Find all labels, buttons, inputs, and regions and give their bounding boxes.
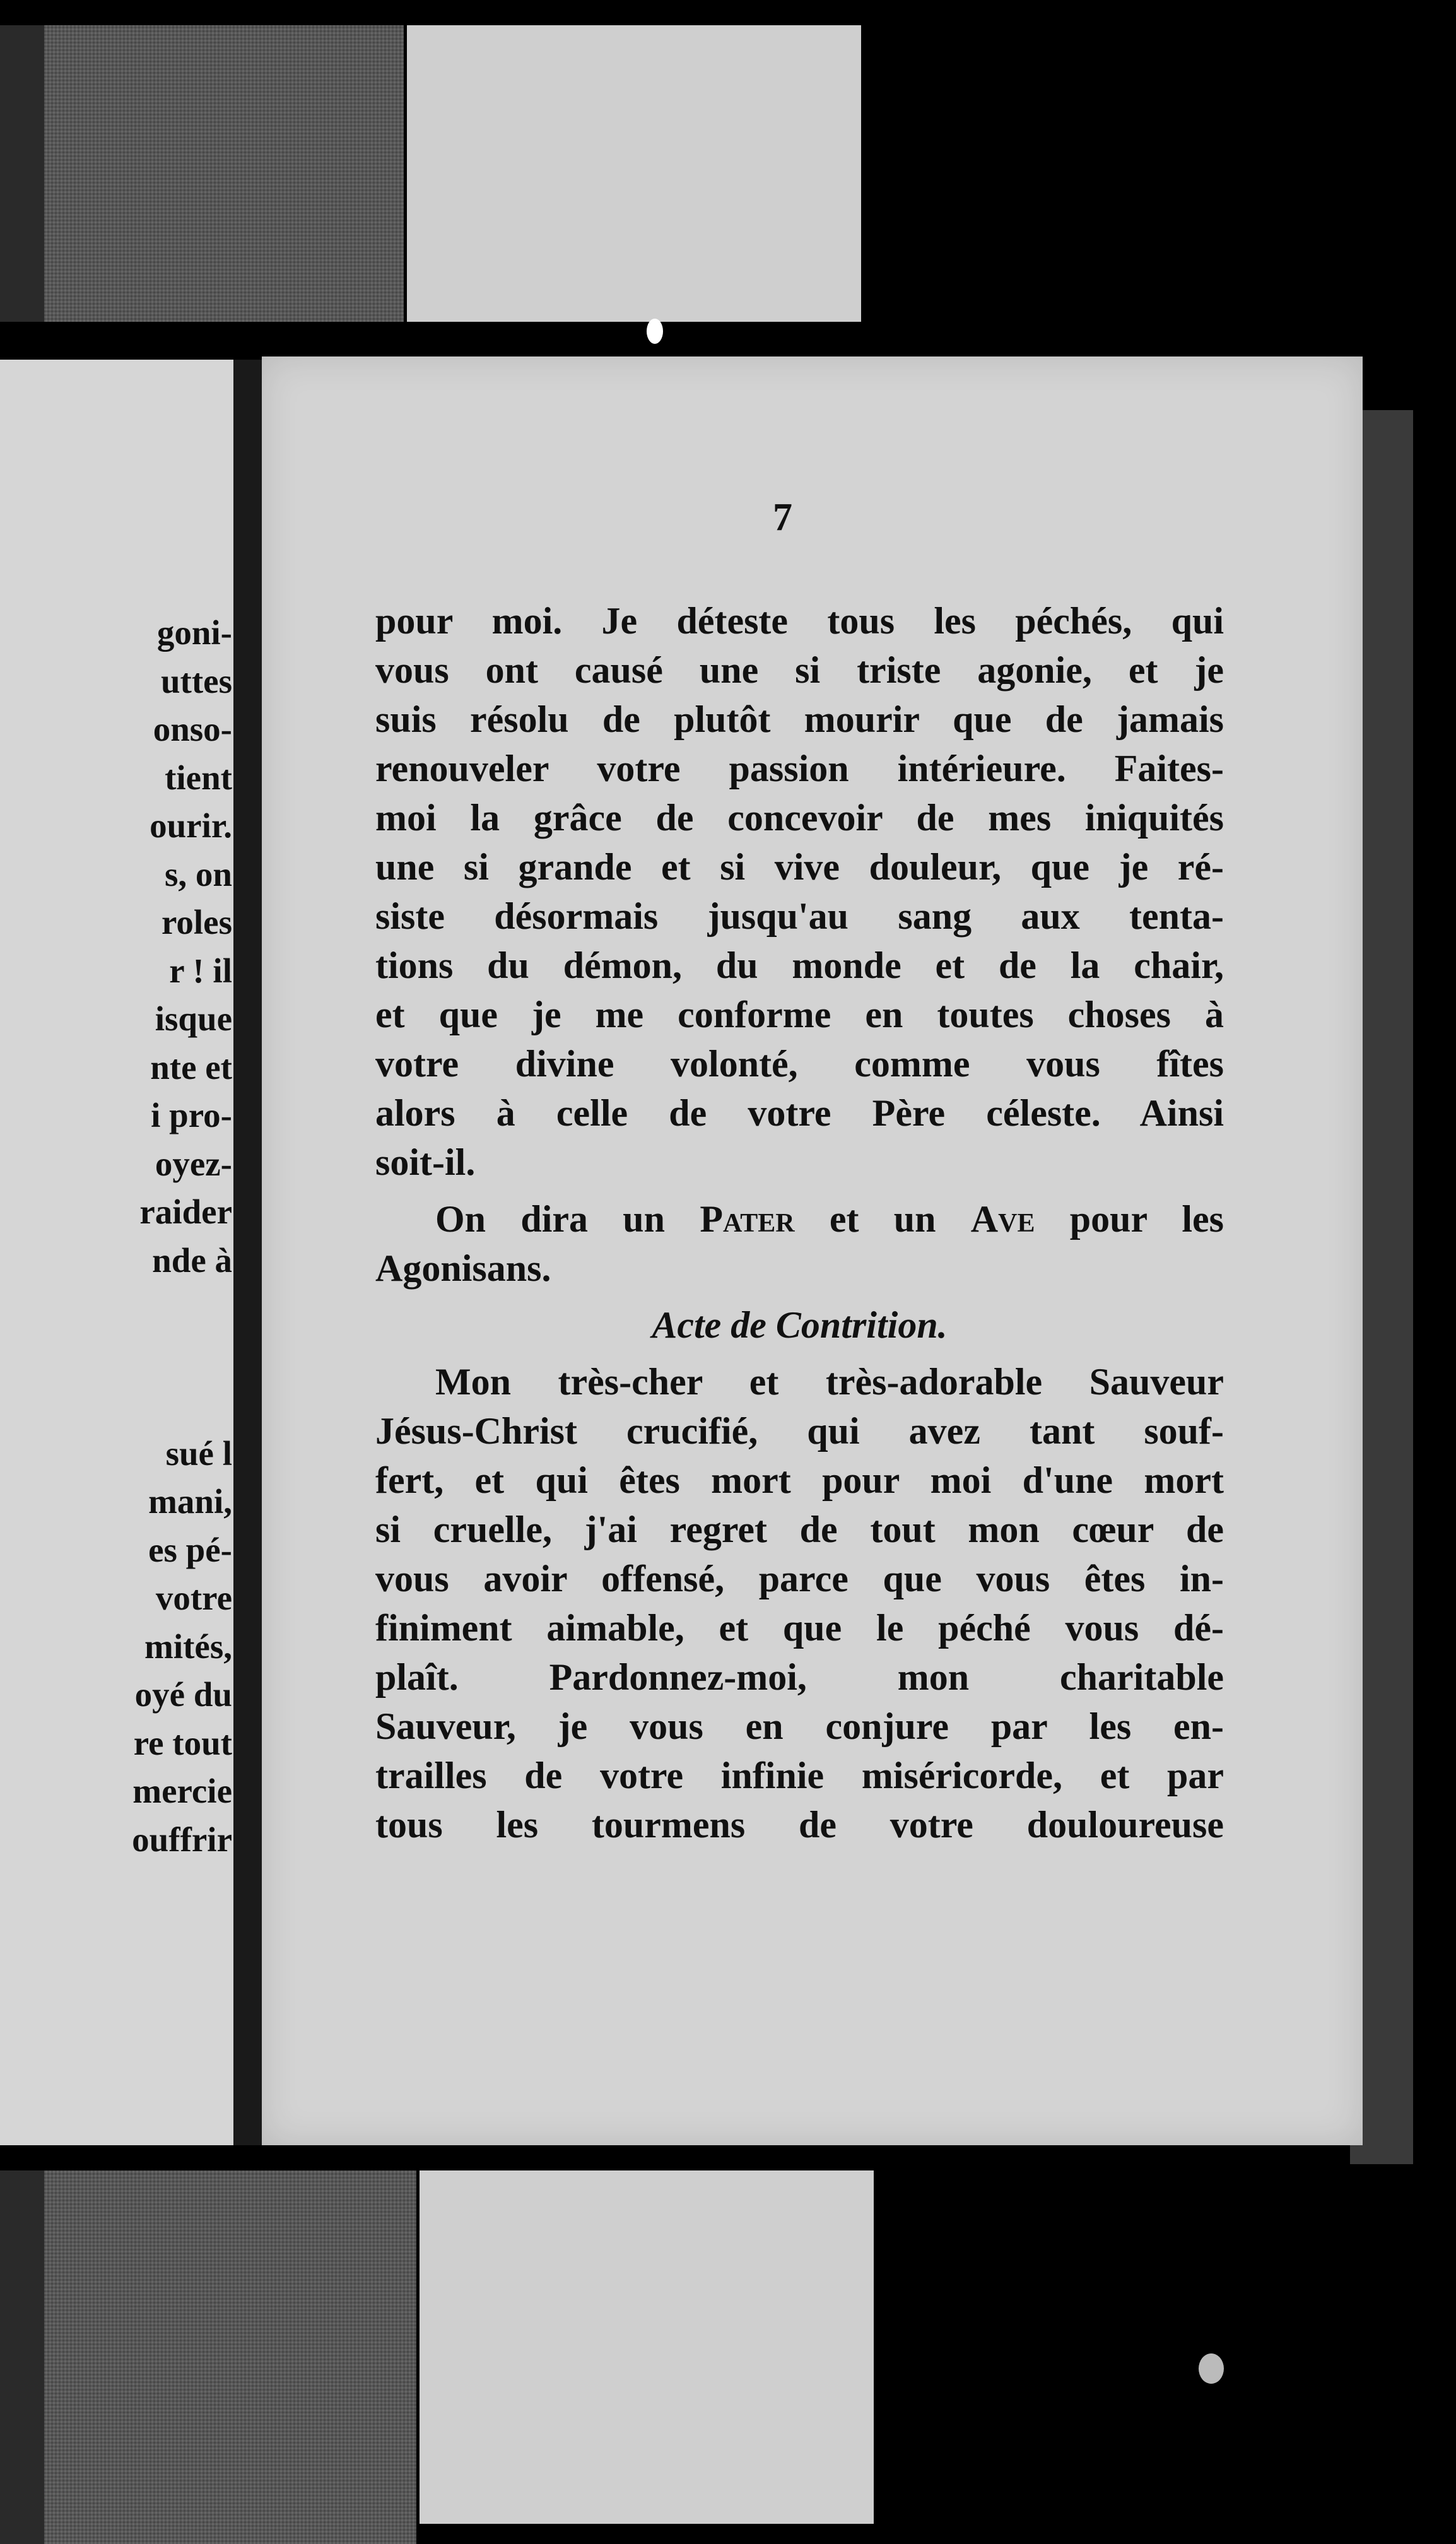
left-page-text-fragments: [132, 609, 232, 1864]
left-page-fragment: tient: [165, 758, 232, 797]
paragraph-act-of-contrition: [375, 1357, 1224, 1849]
text-line: soit-il.: [375, 1141, 476, 1183]
text-line: alors à celle de votre Père céleste. Ainsi: [375, 1092, 1224, 1134]
text-line: Mon très-cher et très-adorable Sauveur: [435, 1361, 1224, 1403]
binding-edge-bottom: [0, 2170, 44, 2544]
text-line: plaît. Pardonnez-moi, mon charitable: [375, 1656, 1224, 1698]
left-page-fragment: nde à: [152, 1240, 232, 1280]
left-page-fragment: isque: [155, 999, 232, 1038]
pater-word: Pater: [700, 1198, 795, 1240]
cloth-binding-bottom: [0, 2170, 416, 2544]
left-page-fragment: votre: [155, 1579, 232, 1617]
left-page-fragment: ourir.: [150, 806, 232, 845]
paragraph-prayer-ending: [375, 596, 1224, 1187]
text-line: pour moi. Je déteste tous les péchés, qui: [375, 600, 1224, 642]
left-page-fragment: ouffrir: [132, 1820, 232, 1859]
text-line: trailles de votre infinie miséricorde, et par: [375, 1755, 1224, 1796]
text-line: votre divine volonté, comme vous fîtes: [375, 1043, 1224, 1085]
text-line: On dira un Pater et un Ave pour les: [435, 1198, 1224, 1240]
text-line: vous avoir offensé, parce que vous êtes in-: [375, 1558, 1224, 1599]
left-page-fragment: re tout: [133, 1723, 232, 1762]
left-page-fragment: r ! il: [169, 951, 232, 990]
left-page-fragment: i pro-: [151, 1096, 232, 1134]
left-page-fragment: uttes: [160, 661, 232, 700]
binding-edge-top: [0, 25, 44, 322]
paragraph-instruction: [375, 1194, 1224, 1293]
left-page-fragment: mercie: [132, 1772, 232, 1810]
left-page-fragment: s, on: [165, 854, 232, 893]
text-line: Sauveur, je vous en conjure par les en-: [375, 1705, 1224, 1747]
page-number: 7: [773, 496, 792, 539]
left-page-fragment: [132, 1285, 232, 1333]
left-page-fragment: nte et: [150, 1047, 232, 1086]
text-line: Agonisans.: [375, 1247, 551, 1289]
text-line: moi la grâce de concevoir de mes iniquités: [375, 797, 1224, 839]
left-page-fragment: oyez-: [155, 1144, 232, 1183]
left-page-fragment: roles: [161, 903, 232, 941]
endpaper-bottom: [420, 2170, 874, 2524]
text-line: fert, et qui êtes mort pour moi d'une mort: [375, 1459, 1224, 1501]
left-page-fragment: [132, 1333, 232, 1382]
left-page: [0, 360, 252, 2145]
left-page-fragment: oyé du: [134, 1675, 232, 1714]
left-page-fragment: sué l: [165, 1434, 232, 1473]
text-line: finiment aimable, et que le péché vous dé-: [375, 1607, 1224, 1649]
left-page-fragment: [132, 1381, 232, 1430]
paper-speck: [1199, 2353, 1224, 2384]
text-line: tions du démon, du monde et de la chair,: [375, 945, 1224, 986]
text-line: si cruelle, j'ai regret de tout mon cœur de: [375, 1509, 1224, 1550]
text-line: renouveler votre passion intérieure. Faites-: [375, 748, 1224, 789]
left-page-fragment: raider: [139, 1192, 232, 1231]
text-line: tous les tourmens de votre douloureuse: [375, 1804, 1224, 1846]
left-page-fragment: mités,: [144, 1627, 232, 1666]
section-heading: Acte de Contrition.: [652, 1304, 948, 1346]
left-page-fragment: goni-: [156, 613, 232, 652]
endpaper-top: [407, 25, 861, 322]
left-page-fragment: mani,: [148, 1482, 232, 1521]
left-page-fragment: es pé-: [148, 1530, 232, 1569]
paper-speck: [647, 319, 663, 344]
left-page-fragment: onso-: [153, 710, 232, 748]
text-line: suis résolu de plutôt mourir que de jamais: [375, 698, 1224, 740]
text-line: vous ont causé une si triste agonie, et je: [375, 649, 1224, 691]
page-body-text: [375, 596, 1224, 1849]
text-line: une si grande et si vive douleur, que je ré-: [375, 846, 1224, 888]
text-line: et que je me conforme en toutes choses à: [375, 994, 1224, 1035]
ave-word: Ave: [970, 1198, 1035, 1240]
text-line: siste désormais jusqu'au sang aux tenta-: [375, 895, 1224, 937]
text-line: Jésus-Christ crucifié, qui avez tant souf-: [375, 1410, 1224, 1452]
cloth-binding-top: [0, 25, 404, 322]
